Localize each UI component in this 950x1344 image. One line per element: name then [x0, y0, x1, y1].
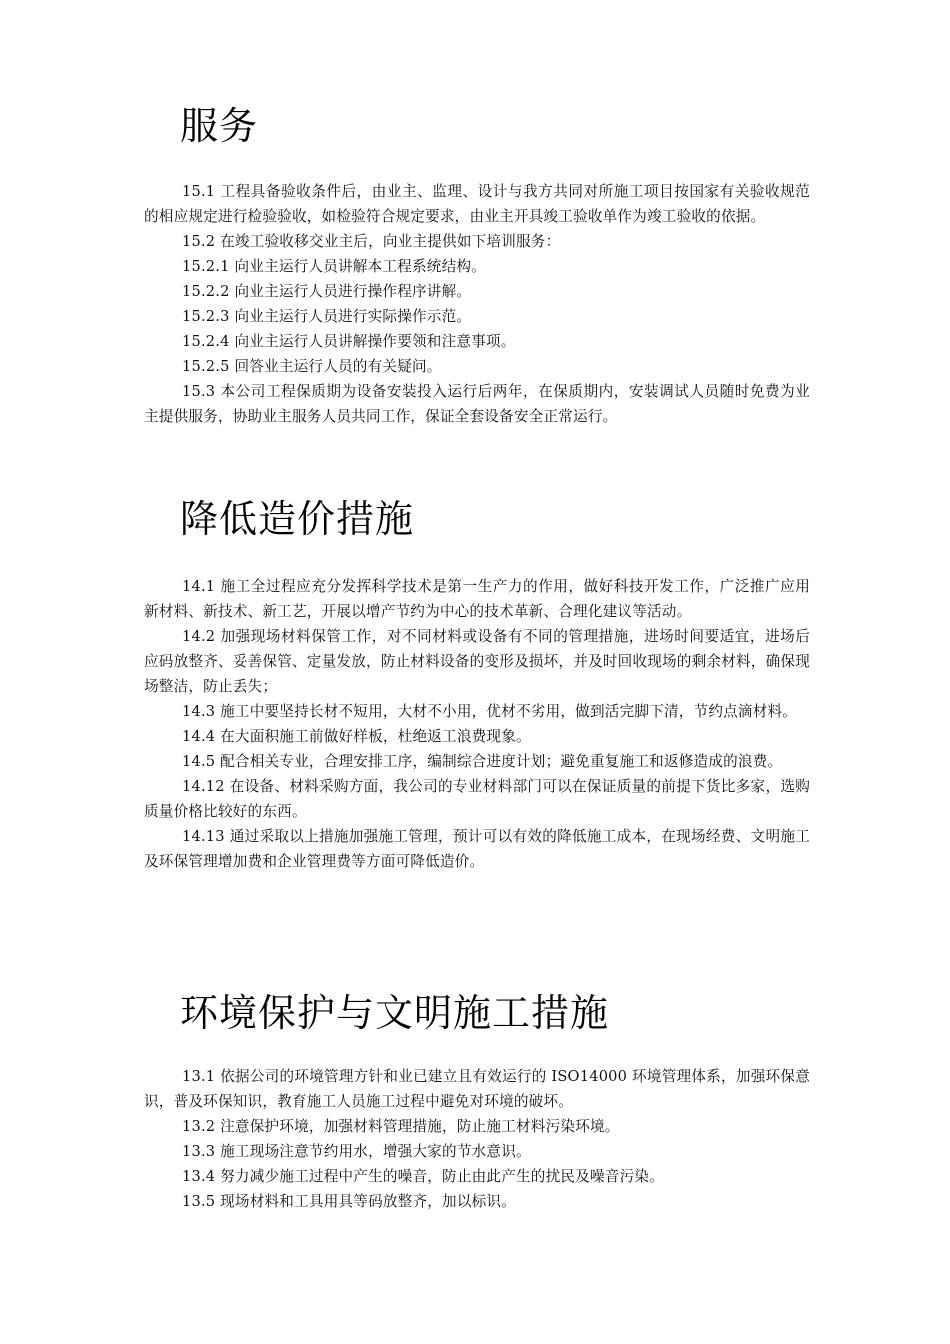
paragraph-14-1: 14.1 施工全过程应充分发挥科学技术是第一生产力的作用，做好科技开发工作，广泛推广应用新材料、新技术、新工艺，开展以增产节约为中心的技术革新、合理化建议等活动。 [144, 578, 810, 620]
section-title-environment: 环境保护与文明施工措施 [180, 991, 610, 1035]
paragraph-13-4: 13.4 努力减少施工过程中产生的噪音，防止由此产生的扰民及噪音污染。 [182, 1168, 664, 1185]
section-body-environment [144, 1064, 810, 1214]
section-title-service: 服务 [180, 104, 259, 148]
paragraph-15-2-4: 15.2.4 向业主运行人员讲解操作要领和注意事项。 [182, 333, 516, 350]
section-title-cost-reduction: 降低造价措施 [180, 497, 415, 541]
section-body-service [144, 179, 810, 429]
paragraph-13-3: 13.3 施工现场注意节约用水，增强大家的节水意识。 [182, 1143, 531, 1160]
section-cost-reduction [144, 496, 810, 874]
paragraph-14-12: 14.12 在设备、材料采购方面，我公司的专业材料部门可以在保证质量的前提下货比多家，选购质量价格比较好的东西。 [144, 778, 810, 820]
paragraph-15-1: 15.1 工程具备验收条件后，由业主、监理、设计与我方共同对所施工项目按国家有关验收规范的相应规定进行检验验收，如检验符合规定要求，由业主开具竣工验收单作为竣工验收的依据。 [144, 183, 810, 225]
paragraph-14-5: 14.5 配合相关专业，合理安排工序，编制综合进度计划；避免重复施工和返修造成的浪费。 [182, 753, 783, 770]
paragraph-15-2-2: 15.2.2 向业主运行人员进行操作程序讲解。 [182, 283, 472, 300]
paragraph-13-5: 13.5 现场材料和工具用具等码放整齐，加以标识。 [182, 1193, 517, 1210]
paragraph-14-4: 14.4 在大面积施工前做好样板，杜绝返工浪费现象。 [182, 728, 531, 745]
paragraph-15-2-5: 15.2.5 回答业主运行人员的有关疑问。 [182, 358, 442, 375]
paragraph-15-2-3: 15.2.3 向业主运行人员进行实际操作示范。 [182, 308, 472, 325]
paragraph-15-2-1: 15.2.1 向业主运行人员讲解本工程系统结构。 [182, 258, 486, 275]
paragraph-13-2: 13.2 注意保护环境，加强材料管理措施，防止施工材料污染环境。 [182, 1118, 620, 1135]
paragraph-14-2: 14.2 加强现场材料保管工作，对不同材料或设备有不同的管理措施，进场时间要适宜，进场后应码放整齐、妥善保管、定量发放，防止材料设备的变形及损坏，并及时回收现场的剩余材料，确保现场整洁，防止丢失； [144, 628, 810, 695]
section-body-cost-reduction [144, 574, 810, 874]
section-environment [144, 990, 810, 1214]
paragraph-14-3: 14.3 施工中要坚持长材不短用，大材不小用，优材不劣用，做到活完脚下清，节约点滴材料。 [182, 703, 798, 720]
paragraph-14-13: 14.13 通过采取以上措施加强施工管理，预计可以有效的降低施工成本，在现场经费、文明施工及环保管理增加费和企业管理费等方面可降低造价。 [144, 828, 810, 870]
section-service [144, 103, 810, 429]
paragraph-13-1: 13.1 依据公司的环境管理方针和业已建立且有效运行的 ISO14000 环境管理体系，加强环保意识，普及环保知识，教育施工人员施工过程中避免对环境的破坏。 [144, 1068, 810, 1110]
paragraph-15-3: 15.3 本公司工程保质期为设备安装投入运行后两年，在保质期内，安装调试人员随时免费为业主提供服务，协助业主服务人员共同工作，保证全套设备安全正常运行。 [144, 383, 810, 425]
paragraph-15-2: 15.2 在竣工验收移交业主后，向业主提供如下培训服务： [182, 233, 561, 250]
